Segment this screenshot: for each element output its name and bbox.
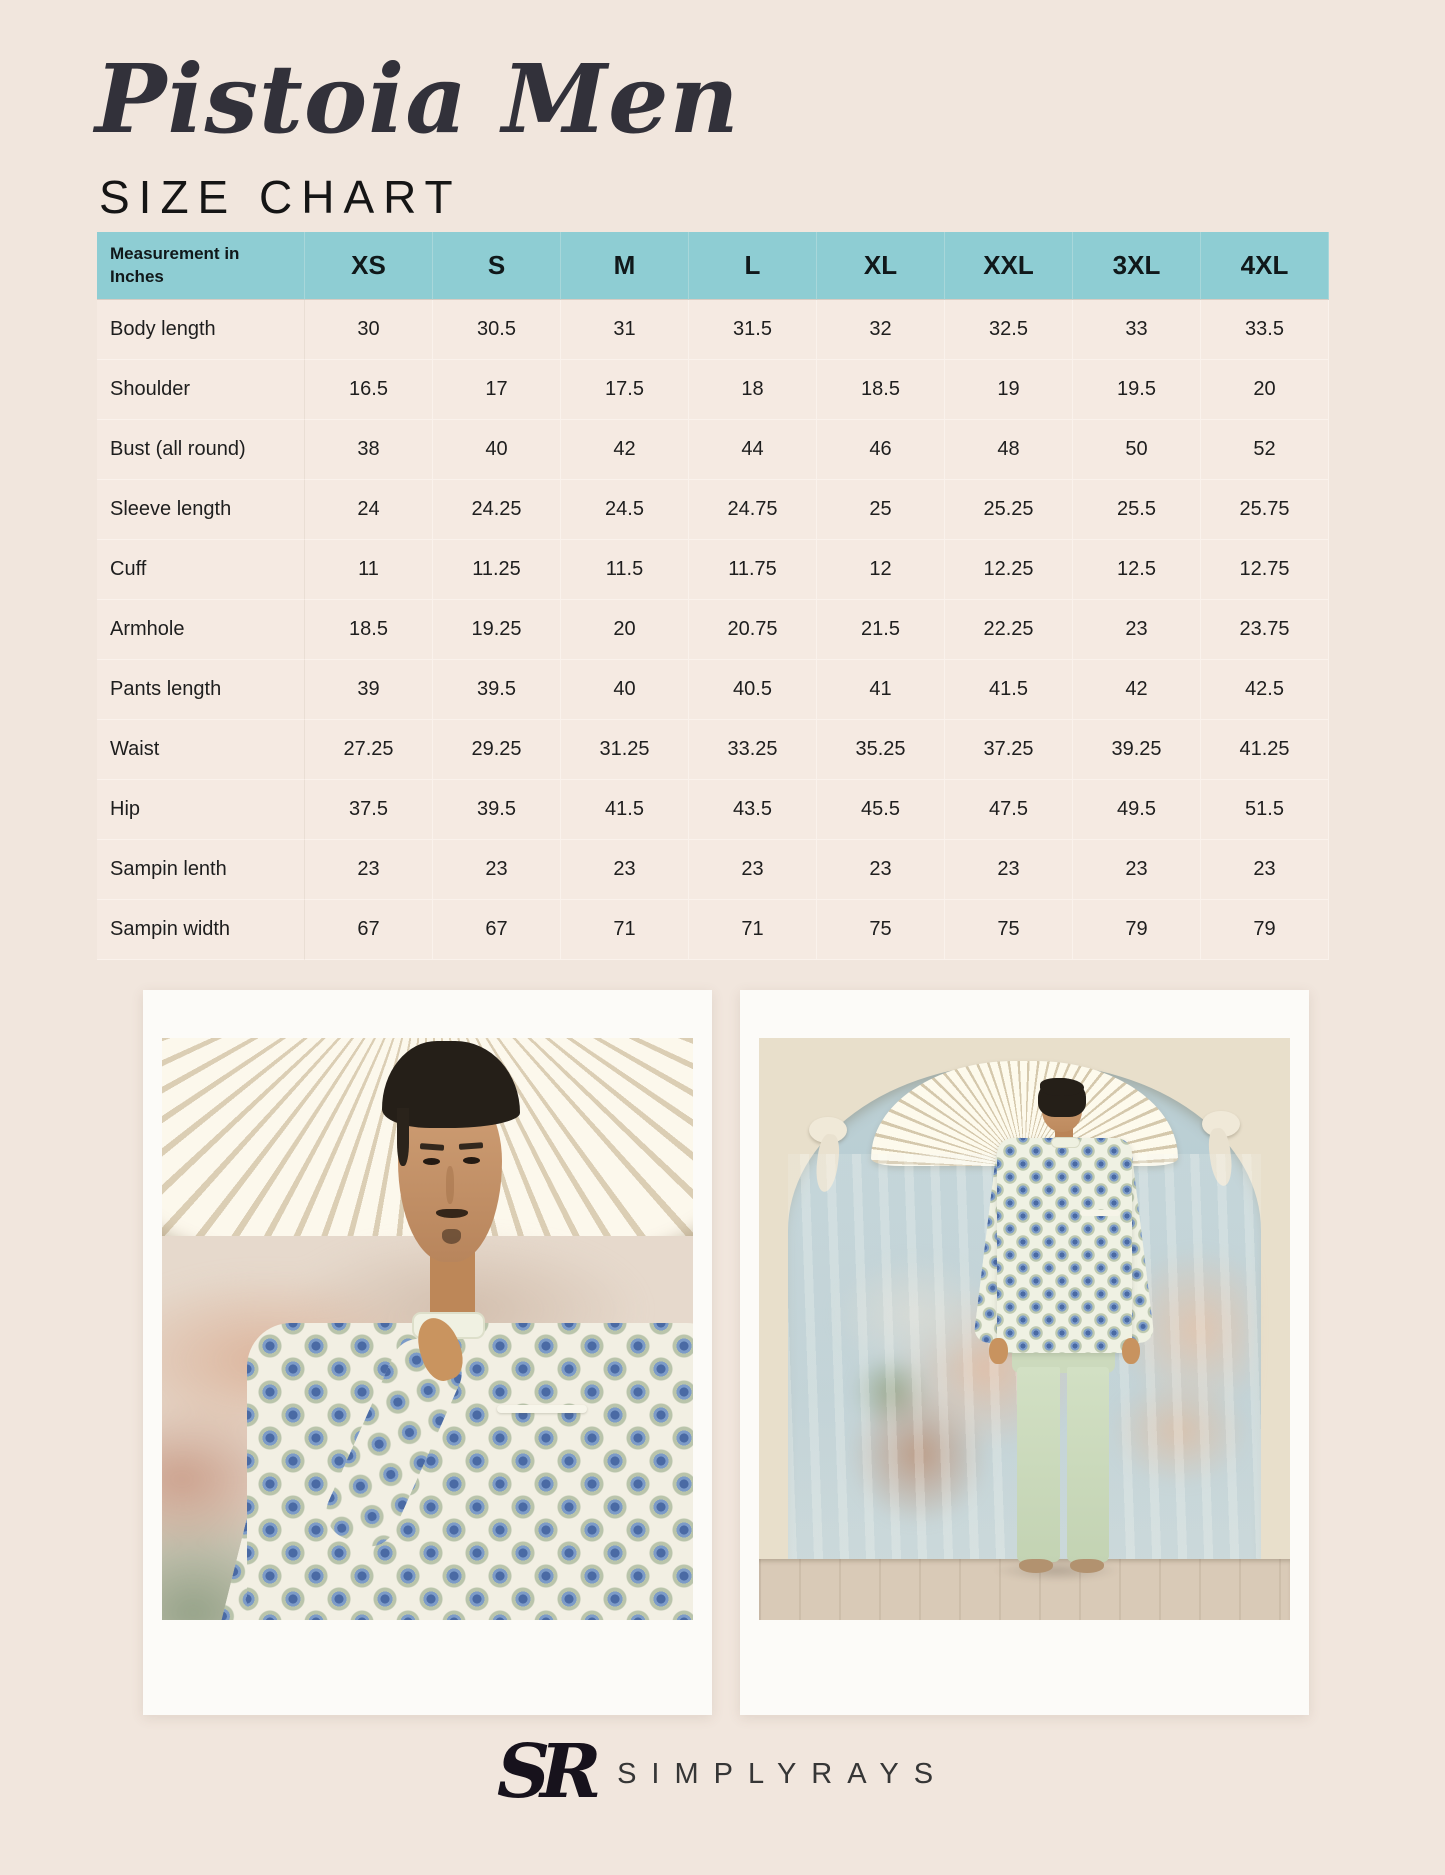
measurement-value-cell: 24.75 [689,480,817,540]
measurement-row-label: Bust (all round) [97,420,305,480]
measurement-value-cell: 11 [305,540,433,600]
measurement-value-cell: 12.75 [1201,540,1329,600]
measurement-value-cell: 23 [945,840,1073,900]
photo-fullbody [759,1038,1290,1620]
measurement-value-cell: 44 [689,420,817,480]
measurement-value-cell: 25.5 [1073,480,1201,540]
measurement-value-cell: 75 [817,900,945,960]
measurement-value-cell: 49.5 [1073,780,1201,840]
measurement-value-cell: 71 [689,900,817,960]
model-hand [989,1338,1007,1365]
measurement-value-cell: 19.5 [1073,360,1201,420]
measurement-value-cell: 39.5 [433,780,561,840]
measurement-row-label: Sleeve length [97,480,305,540]
measurement-value-cell: 11.75 [689,540,817,600]
measurement-row-label: Sampin lenth [97,840,305,900]
measurement-value-cell: 40.5 [689,660,817,720]
measurement-value-cell: 33.5 [1201,300,1329,360]
measurement-row-label: Cuff [97,540,305,600]
measurement-value-cell: 67 [305,900,433,960]
measurement-value-cell: 75 [945,900,1073,960]
measurement-value-cell: 11.25 [433,540,561,600]
measurement-value-cell: 33.25 [689,720,817,780]
measurement-row-label: Waist [97,720,305,780]
measurement-value-cell: 43.5 [689,780,817,840]
measurement-value-cell: 23 [433,840,561,900]
table-corner-header [97,232,305,300]
measurement-value-cell: 23 [1201,840,1329,900]
measurement-value-cell: 41.5 [561,780,689,840]
model-eye [423,1158,440,1165]
measurement-value-cell: 23 [689,840,817,900]
size-column-header: 4XL [1201,232,1329,300]
polaroid-photo-fullbody [740,990,1309,1715]
measurement-value-cell: 16.5 [305,360,433,420]
measurement-value-cell: 23 [1073,600,1201,660]
measurement-value-cell: 79 [1201,900,1329,960]
measurement-value-cell: 39.5 [433,660,561,720]
measurement-value-cell: 24.25 [433,480,561,540]
measurement-value-cell: 29.25 [433,720,561,780]
measurement-value-cell: 23 [1073,840,1201,900]
photo-closeup [162,1038,693,1620]
measurement-value-cell: 21.5 [817,600,945,660]
shirt-pocket-trim [1080,1210,1120,1216]
brand-logo [0,1729,1445,1815]
size-column-header: 3XL [1073,232,1201,300]
measurement-value-cell: 25 [817,480,945,540]
model-nose [446,1166,454,1204]
measurement-value-cell: 17.5 [561,360,689,420]
measurement-value-cell: 17 [433,360,561,420]
measurement-row-label: Shoulder [97,360,305,420]
measurement-value-cell: 12 [817,540,945,600]
measurement-value-cell: 39 [305,660,433,720]
measurement-value-cell: 67 [433,900,561,960]
measurement-value-cell: 20.75 [689,600,817,660]
size-column-header: XXL [945,232,1073,300]
measurement-value-cell: 32.5 [945,300,1073,360]
measurement-value-cell: 18.5 [305,600,433,660]
measurement-value-cell: 42 [561,420,689,480]
model-floral-shirt [247,1323,693,1620]
model-pants-leg [1017,1367,1059,1562]
measurement-value-cell: 18.5 [817,360,945,420]
shirt-pocket-trim [497,1405,587,1414]
size-column-header: M [561,232,689,300]
model-floral-shirt [997,1138,1132,1353]
measurement-value-cell: 42.5 [1201,660,1329,720]
measurement-value-cell: 18 [689,360,817,420]
measurement-value-cell: 41.5 [945,660,1073,720]
measurement-value-cell: 40 [433,420,561,480]
measurement-value-cell: 24 [305,480,433,540]
measurement-value-cell: 42 [1073,660,1201,720]
measurement-value-cell: 31.25 [561,720,689,780]
measurement-value-cell: 35.25 [817,720,945,780]
measurement-value-cell: 27.25 [305,720,433,780]
measurement-row-label: Pants length [97,660,305,720]
model-hair-fringe [1040,1078,1084,1095]
measurement-value-cell: 46 [817,420,945,480]
size-column-header: L [689,232,817,300]
measurement-value-cell: 41.25 [1201,720,1329,780]
measurement-value-cell: 23 [817,840,945,900]
measurement-row-label: Hip [97,780,305,840]
measurement-value-cell: 19 [945,360,1073,420]
measurement-value-cell: 20 [1201,360,1329,420]
measurement-value-cell: 32 [817,300,945,360]
measurement-value-cell: 50 [1073,420,1201,480]
sr-monogram-icon: SR [496,1729,592,1815]
measurement-value-cell: 30 [305,300,433,360]
table-corner-header-label: Measurement in Inches [110,244,240,286]
measurement-value-cell: 48 [945,420,1073,480]
measurement-value-cell: 25.75 [1201,480,1329,540]
measurement-value-cell: 23 [305,840,433,900]
measurement-value-cell: 51.5 [1201,780,1329,840]
measurement-value-cell: 45.5 [817,780,945,840]
size-column-header: XL [817,232,945,300]
measurement-value-cell: 71 [561,900,689,960]
measurement-value-cell: 30.5 [433,300,561,360]
measurement-value-cell: 22.25 [945,600,1073,660]
measurement-value-cell: 47.5 [945,780,1073,840]
model-sideburn [397,1108,410,1166]
measurement-value-cell: 52 [1201,420,1329,480]
measurement-value-cell: 12.5 [1073,540,1201,600]
measurement-value-cell: 39.25 [1073,720,1201,780]
measurement-value-cell: 37.25 [945,720,1073,780]
measurement-value-cell: 79 [1073,900,1201,960]
page-subtitle: SIZE CHART [99,171,462,223]
measurement-value-cell: 31.5 [689,300,817,360]
measurement-value-cell: 37.5 [305,780,433,840]
measurement-value-cell: 20 [561,600,689,660]
measurement-value-cell: 11.5 [561,540,689,600]
polaroid-photo-closeup [143,990,712,1715]
measurement-value-cell: 31 [561,300,689,360]
measurement-value-cell: 41 [817,660,945,720]
page-title: Pistoia Men [95,44,740,155]
model-eye [463,1157,480,1164]
size-column-header: S [433,232,561,300]
measurement-value-cell: 19.25 [433,600,561,660]
measurement-value-cell: 33 [1073,300,1201,360]
measurement-row-label: Body length [97,300,305,360]
measurement-value-cell: 24.5 [561,480,689,540]
measurement-value-cell: 23.75 [1201,600,1329,660]
measurement-value-cell: 12.25 [945,540,1073,600]
size-chart-table [97,232,1329,960]
measurement-row-label: Sampin width [97,900,305,960]
measurement-value-cell: 38 [305,420,433,480]
size-column-header: XS [305,232,433,300]
brand-wordmark: SIMPLYRAYS [617,1757,949,1790]
model-pants-leg [1067,1367,1109,1562]
mandarin-collar [1051,1137,1080,1148]
measurement-row-label: Armhole [97,600,305,660]
measurement-value-cell: 25.25 [945,480,1073,540]
measurement-value-cell: 40 [561,660,689,720]
measurement-value-cell: 23 [561,840,689,900]
